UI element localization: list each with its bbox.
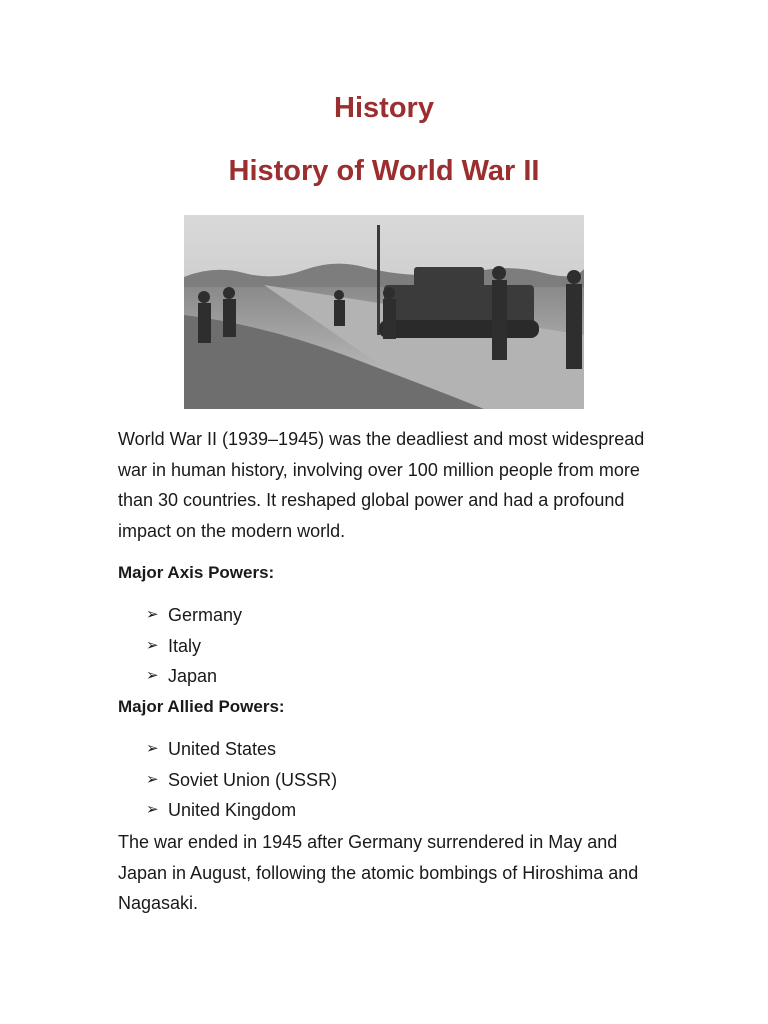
arrow-bullet-icon: ➢ <box>146 667 159 684</box>
ww2-photo <box>184 215 584 409</box>
list-item: ➢ Soviet Union (USSR) <box>146 765 337 796</box>
page-subtitle: History of World War II <box>228 155 540 187</box>
page-title: History <box>334 92 434 124</box>
list-item: ➢ Germany <box>146 600 242 631</box>
arrow-bullet-icon: ➢ <box>146 606 159 623</box>
allied-powers-heading: Major Allied Powers: <box>118 697 285 716</box>
intro-paragraph: World War II (1939–1945) was the deadliest and most widespread war in human history, involving over 100 million people from more than 30 countries. It reshaped global power and had a profound impact on the modern world. <box>118 429 645 541</box>
list-item: ➢ Italy <box>146 631 242 662</box>
list-item: ➢ Japan <box>146 661 242 692</box>
allied-powers-list <box>146 734 337 826</box>
conclusion-paragraph: The war ended in 1945 after Germany surrendered in May and Japan in August, following the atomic bombings of Hiroshima and Nagasaki. <box>118 832 639 913</box>
list-item: ➢ United Kingdom <box>146 795 337 826</box>
arrow-bullet-icon: ➢ <box>146 801 159 818</box>
axis-powers-heading: Major Axis Powers: <box>118 563 275 582</box>
arrow-bullet-icon: ➢ <box>146 740 159 757</box>
arrow-bullet-icon: ➢ <box>146 636 159 654</box>
arrow-bullet-icon: ➢ <box>146 770 159 788</box>
axis-powers-list <box>146 600 242 692</box>
list-item: ➢ United States <box>146 734 337 765</box>
